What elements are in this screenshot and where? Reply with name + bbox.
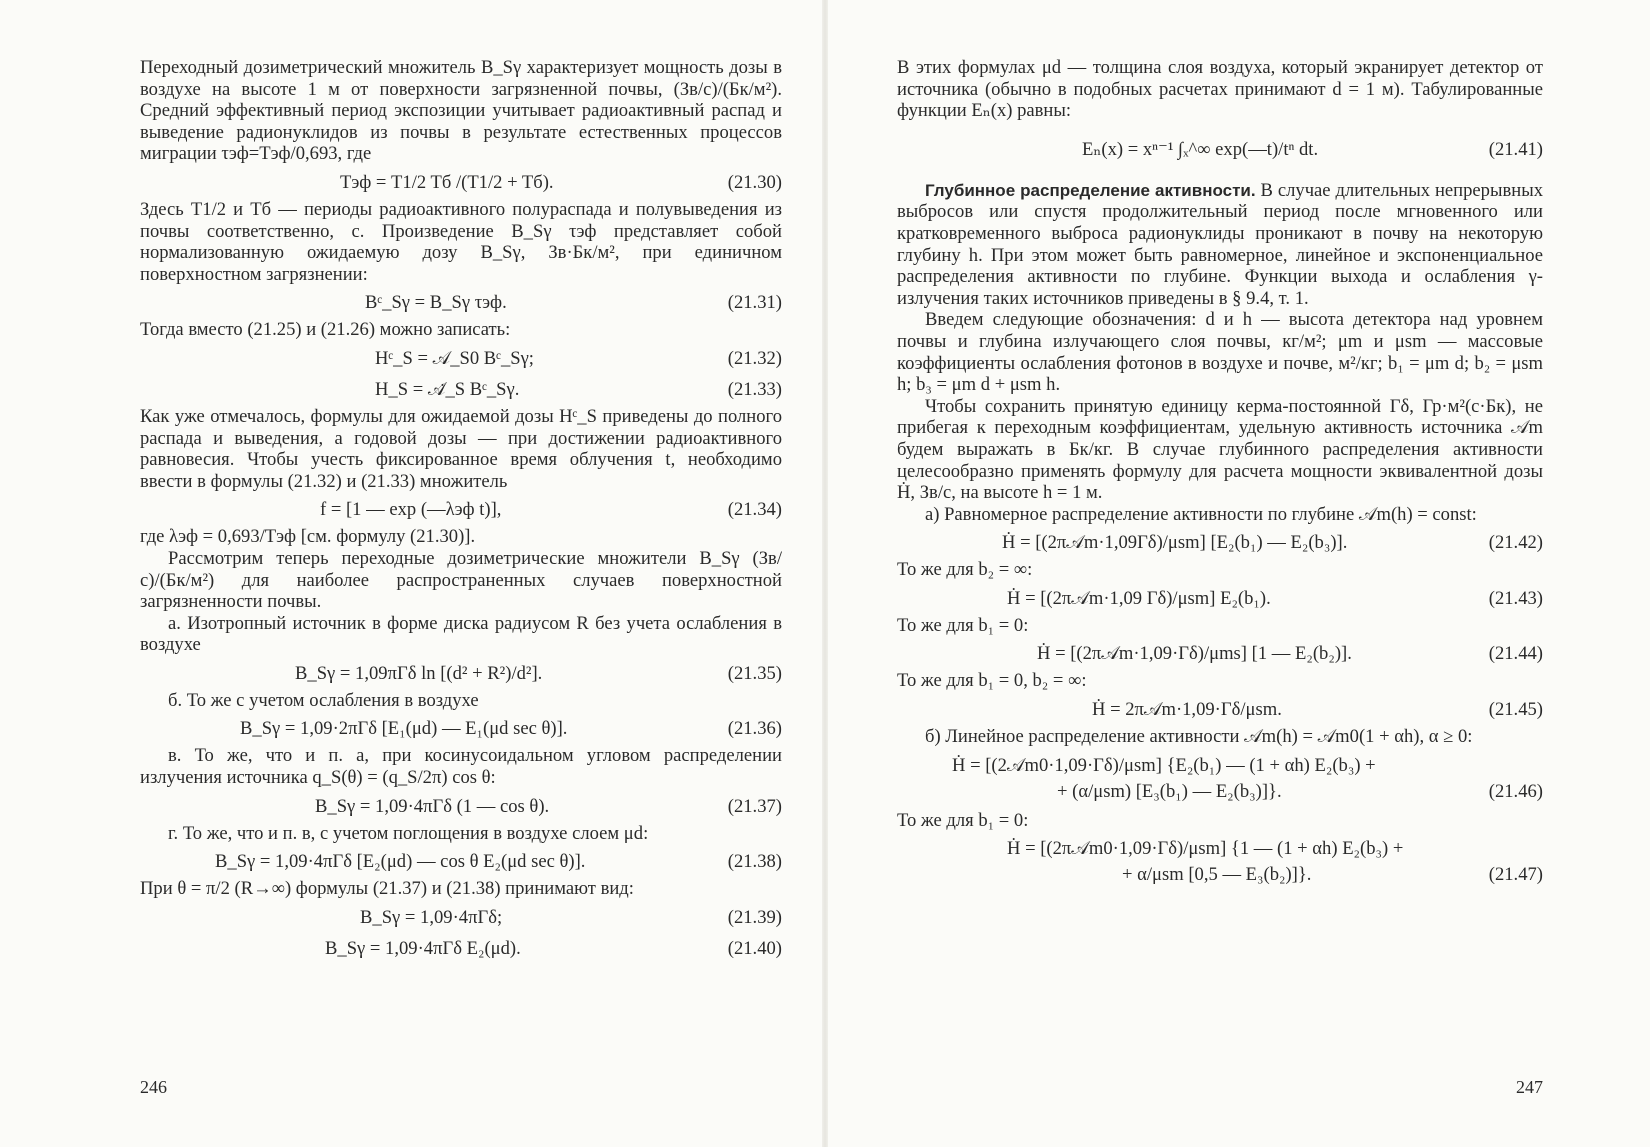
equation-21-44 [897,639,1543,667]
equation-number: (21.36) [727,718,782,740]
equation-body: Hᶜ_S = 𝒜_S0 Bᶜ_Sγ; [375,347,534,369]
equation-body: Bᶜ_Sγ = B_Sγ τэф. [365,292,507,314]
left-text-column [140,57,782,965]
equation-number: (21.33) [727,378,782,400]
equation-number: (21.45) [1488,699,1543,721]
equation-body: Ḣ = [(2π𝒜m·1,09·Γδ)/μms] [1 — E₂(b₂)]. [1037,643,1352,665]
equation-number: (21.37) [727,795,782,817]
equation-21-39 [140,903,782,931]
equation-body: Ḣ = [(2π𝒜m·1,09Γδ)/μsm] [E₂(b₁) — E₂(b₃)]. [1002,532,1348,554]
equation-number: (21.35) [727,662,782,684]
equation-21-37 [140,792,782,820]
equation-body: Eₙ(x) = xⁿ⁻¹ ∫ₓ^∞ exp(—t)/tⁿ dt. [1082,138,1319,160]
paragraph: То же для b₁ = 0: [897,614,1029,636]
equation-number: (21.42) [1488,532,1543,554]
equation-number: (21.32) [727,347,782,369]
equation-number: (21.34) [727,499,782,521]
equation-line-1: Ḣ = [(2𝒜m0·1,09·Γδ)/μsm] {E₂(b₁) — (1 + αh) E₂(b₃) + [952,754,1376,776]
equation-number: (21.38) [727,851,782,873]
paragraph: в. То же, что и п. а, при косинусоидальном угловом распределении излучения источника q_S(θ) = (q_S/2π) cos θ: [140,745,782,789]
paragraph: Как уже отмечалось, формулы для ожидаемой дозы Hᶜ_S приведены до полного распада и выведения, а годовой дозы — при достижении радиоактивного равновесия. Чтобы учесть фиксированное время облучения t, необходимо ввести в формулы (21.32) и (21.33) множитель [140,405,782,492]
equation-body: H_S = 𝒜̇_S Bᶜ_Sγ. [375,378,520,400]
paragraph: б) Линейное распределение активности 𝒜m(h) = 𝒜m0(1 + αh), α ≥ 0: [925,726,1473,748]
paragraph: Рассмотрим теперь переходные дозиметрические множители B_Sγ (Зв/с)/(Бк/м²) для наиболее распространенных случаев поверхностной загрязненности почвы. [140,547,782,613]
equation-21-33 [140,375,782,403]
paragraph: б. То же с учетом ослабления в воздухе [168,689,479,711]
equation-body: Ḣ = 2π𝒜m·1,09·Γδ/μsm. [1092,699,1282,721]
paragraph: То же для b₁ = 0, b₂ = ∞: [897,670,1087,692]
equation-line-1: Ḣ = [(2π𝒜m0·1,09·Γδ)/μsm] {1 — (1 + αh) E₂(b₃) + [1007,838,1404,860]
equation-21-32 [140,344,782,372]
paragraph: где λэф = 0,693/Tэф [см. формулу (21.30)]. [140,526,476,548]
paragraph: При θ = π/2 (R→∞) формулы (21.37) и (21.38) принимают вид: [140,878,634,900]
paragraph-text: В случае длительных непрерывных выбросов или спустя продолжительный период после мгновенного или кратковременного выброса радионуклиды проникают в почву на некоторую глубину h. При этом может быть равномерное, линейное и экспоненциальное распределения активности по глубине. Функции выхода и ослабления γ-излучения таких источников приведены в § 9.4, т. 1. [897,179,1543,309]
equation-number: (21.41) [1488,138,1543,160]
equation-number: (21.39) [727,906,782,928]
equation-21-43 [897,584,1543,612]
equation-21-30 [140,168,782,196]
paragraph: Введем следующие обозначения: d и h — высота детектора над уровнем почвы и глубина излучающего слоя почвы, кг/м²; μm и μsm — массовые коэффициенты ослабления фотонов в воздухе и почве, м²/кг; b₁ = μm d; b₂ = μsm h; b₃ = μm d + μsm h. [897,309,1543,396]
page-number: 246 [140,1077,167,1097]
equation-line-2: + α/μsm [0,5 — E₃(b₂)]}. [1122,864,1312,886]
equation-body: B_Sγ = 1,09·4πΓδ [E₂(μd) — cos θ E₂(μd sec θ)]. [215,851,586,873]
equation-21-35 [140,659,782,687]
paragraph: Переходный дозиметрический множитель B_Sγ характеризует мощность дозы в воздухе на высоте 1 м от поверхности загрязненной почвы, (Зв/с)/(Бк/м²). Средний эффективный период экспозиции учитывает радиоактивный распад и выведение радионуклидов из почвы в результате естественных процессов миграции τэф=Tэф/0,693, где [140,57,782,165]
right-text-column [897,57,1543,893]
equation-21-41 [897,125,1543,177]
paragraph: г. То же, что и п. в, с учетом поглощения в воздухе слоем μd: [168,822,649,844]
paragraph: Здесь T1/2 и Tб — периоды радиоактивного полураспада и полувыведения из почвы соответственно, с. Произведение B_Sγ τэф представляет собой нормализованную ожидаемую дозу B_Sγ, Зв·Бк/м², при единичном поверхностном загрязнении: [140,198,782,285]
equation-number: (21.43) [1488,587,1543,609]
equation-21-31 [140,288,782,316]
equation-21-47 [897,834,1543,890]
page-number: 247 [1516,1077,1543,1097]
equation-number: (21.46) [1488,780,1543,802]
equation-body: B_Sγ = 1,09πΓδ ln [(d² + R²)/d²]. [295,662,543,684]
equation-body: f = [1 — exp (—λэф t)], [320,499,502,521]
equation-number: (21.47) [1488,864,1543,886]
equation-body: B_Sγ = 1,09·4πΓδ; [360,906,503,928]
equation-21-42 [897,528,1543,556]
equation-number: (21.30) [727,171,782,193]
paragraph: То же для b₁ = 0: [897,809,1029,831]
paragraph: Чтобы сохранить принятую единицу керма-постоянной Γδ, Гр·м²(с·Бк), не прибегая к переходным коэффициентам, удельную активность источника 𝒜m будем выражать в Бк/кг. В случае глубинного распределения активности целесообразно применять формулу для расчета мощности эквивалентной дозы Ḣ, Зв/с, на высоте h = 1 м. [897,395,1543,504]
equation-number: (21.44) [1488,643,1543,665]
equation-21-46 [897,751,1543,807]
equation-21-38 [140,847,782,875]
paragraph: Тогда вместо (21.25) и (21.26) можно записать: [140,319,511,341]
equation-body: Tэф = T1/2 Tб /(T1/2 + Tб). [340,171,554,193]
paragraph: а) Равномерное распределение активности по глубине 𝒜m(h) = const: [925,503,1477,525]
equation-21-34 [140,495,782,523]
equation-body: B_Sγ = 1,09·4πΓδ E₂(μd). [325,937,521,959]
paragraph: а. Изотропный источник в форме диска радиусом R без учета ослабления в воздухе [140,612,782,656]
equation-21-45 [897,695,1543,723]
equation-21-40 [140,934,782,962]
right-page [825,0,1650,1147]
equation-body: Ḣ = [(2π𝒜m·1,09 Γδ)/μsm] E₂(b₁). [1007,587,1271,609]
equation-number: (21.31) [727,292,782,314]
equation-number: (21.40) [727,937,782,959]
paragraph: В этих формулах μd — толщина слоя воздуха, который экранирует детектор от источника (обычно в подобных расчетах принимают d = 1 м). Табулированные функции Eₙ(x) равны: [897,57,1543,122]
equation-body: B_Sγ = 1,09·2πΓδ [E₁(μd) — E₁(μd sec θ)]. [240,718,568,740]
equation-21-36 [140,714,782,742]
equation-body: B_Sγ = 1,09·4πΓδ (1 — cos θ). [315,795,550,817]
section-heading: Глубинное распределение активности. [925,180,1256,200]
paragraph: То же для b₂ = ∞: [897,559,1033,581]
equation-line-2: + (α/μsm) [E₃(b₁) — E₂(b₃)]}. [1057,780,1282,802]
paragraph [897,180,1543,310]
